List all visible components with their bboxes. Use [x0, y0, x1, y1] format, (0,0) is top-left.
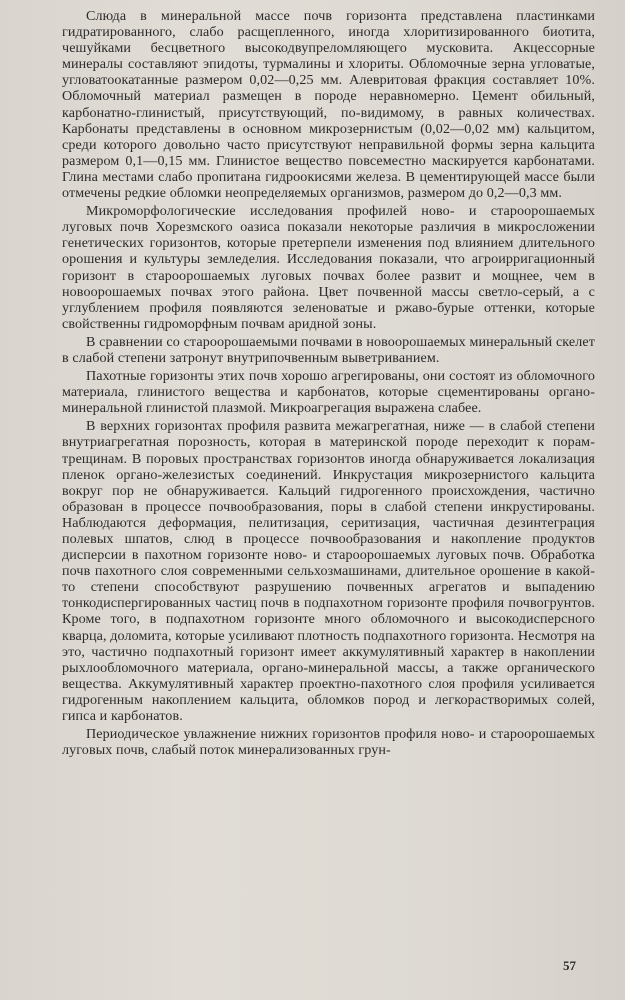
paragraph-1: Слюда в минеральной массе почв горизонта представлена пластинками гидратированного, слабо расщепленного, иногда хлоритизированного биотита, чешуйками бесцветного высокодвупреломляющего мусковита. Акцессорные минералы составляют эпидоты, турмалины и хлориты. Обломочные зерна угловатые, угловатоокатанные размером 0,02—0,25 мм. Алевритовая фракция составляет 10%. Обломочный материал размещен в породе неравномерно. Цемент обильный, карбонатно-глинистый, присутствующий, по-видимому, в равных количествах. Карбонаты представлены в основном микрозернистым (0,02—0,02 мм) кальцитом, среди которого довольно часто присутствуют неправильной формы зерна кальцита размером 0,1—0,15 мм. Глинистое вещество повсеместно маскируется карбонатами. Глина местами слабо пропитана гидроокисями железа. В цементирующей массе были отмечены редкие обломки неопределяемых организмов, размером до 0,2—0,3 мм.	[62, 8, 595, 202]
paragraph-2: Микроморфологические исследования профилей ново- и староорошаемых луговых почв Хорезмского оазиса показали некоторые различия в микросложении генетических горизонтов, которые претерпели изменения под влиянием длительного орошения и культуры земледелия. Исследования показали, что агроирригационный горизонт в староорошаемых луговых почвах более развит и мощнее, чем в новоорошаемых почвах этого района. Цвет почвенной массы светло-серый, а с углублением профиля появляются зеленоватые и ржаво-бурые оттенки, которые свойственны гидроморфным почвам аридной зоны.	[62, 203, 595, 332]
paragraph-5: В верхних горизонтах профиля развита межагрегатная, ниже — в слабой степени внутриагрегатная порозность, которая в материнской породе переходит к порам-трещинам. В поровых пространствах горизонтов иногда обнаруживается локализация пленок органо-железистых соединений. Инкрустация микрозернистого кальцита вокруг пор не обнаруживается. Кальций гидрогенного происхождения, частично образован в процессе почвообразования, поры в слабой степени инкрустированы. Наблюдаются деформация, пелитизация, серитизация, частичная дезинтеграция полевых шпатов, слюд в процессе почвообразования и накопление продуктов дисперсии в пахотном горизонте ново- и староорошаемых луговых почв. Обработка почв пахотного слоя современными сельхозмашинами, длительное орошение в какой-то степени способствуют разрушению почвенных агрегатов и выпадению тонкодиспергированных частиц почв в подпахотном горизонте профиля почвогрунтов. Кроме того, в подпахотном горизонте много обломочного и высокодисперсного кварца, доломита, которые усиливают плотность подпахотного горизонта. Несмотря на это, частично подпахотный горизонт имеет аккумулятивный характер в накоплении рыхлообломочного материала, органо-минеральной массы, а также органического вещества. Аккумулятивный характер проектно-пахотного слоя профиля усиливается гидрогенным накоплением кальцита, обломков пород и легкорастворимых солей, гипса и карбонатов.	[62, 418, 595, 725]
paragraph-4: Пахотные горизонты этих почв хорошо агрегированы, они состоят из обломочного материала, глинистого вещества и карбонатов, которые сцементированы органо-минеральной глинистой плазмой. Микроагрегация выражена слабее.	[62, 368, 595, 417]
page-number: 57	[563, 958, 576, 973]
body-text	[62, 8, 595, 758]
paragraph-6: Периодическое увлажнение нижних горизонтов профиля ново- и староорошаемых луговых почв, слабый поток минерализованных грун-	[62, 726, 595, 759]
paragraph-3: В сравнении со староорошаемыми почвами в новоорошаемых минеральный скелет в слабой степени затронут внутрипочвенным выветриванием.	[62, 333, 595, 366]
